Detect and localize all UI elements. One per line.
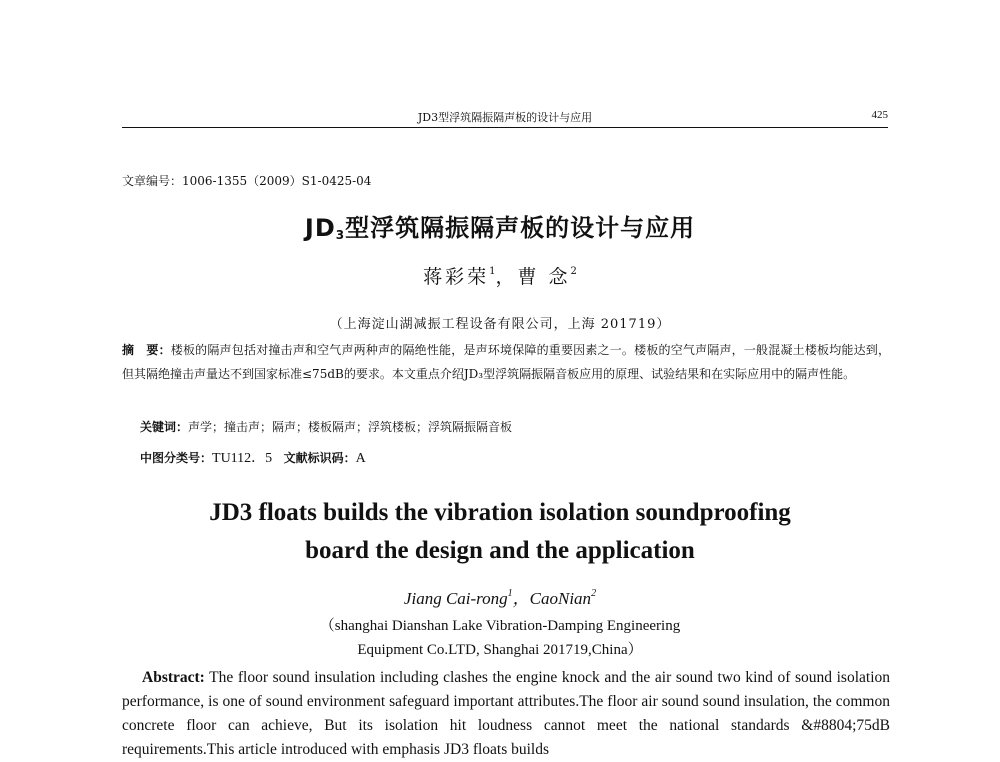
chinese-abstract-text: 楼板的隔声包括对撞击声和空气声两种声的隔绝性能，是声环境保障的重要因素之一。楼板的空气声隔声，一般混凝土楼板均能达到，但其隔绝撞击声量达不到国家标准≤75dB的要求。本文重点介绍JD₃型浮筑隔振隔音板应用的原理、试验结果和在实际应用中的隔声性能。 (122, 343, 890, 381)
english-affiliation-line-1: （shanghai Dianshan Lake Vibration-Damping Engineering (319, 618, 681, 634)
chinese-affiliation: （上海淀山湖减振工程设备有限公司，上海 201719） (329, 317, 671, 332)
chinese-authors (0, 262, 1000, 289)
english-affiliation (0, 614, 1000, 662)
english-title-line-1: JD3 floats builds the vibration isolation soundproofing (209, 499, 791, 526)
document-code-value: A (355, 451, 366, 466)
document-code-label: 文献标识码： (283, 451, 356, 465)
page-number: 425 (871, 109, 888, 121)
english-author-1-mark: 1 (507, 588, 513, 599)
english-title-line-2: board the design and the application (305, 537, 695, 564)
chinese-author-2-mark: 2 (570, 266, 577, 277)
classification-value: TU112．5 (212, 451, 273, 466)
english-authors (0, 584, 1000, 609)
running-title: JD3型浮筑隔振隔声板的设计与应用 (417, 111, 593, 124)
chinese-title-subscript: 3 (335, 228, 346, 242)
english-author-2: CaoNian (529, 589, 592, 608)
chinese-title-prefix: JD (304, 214, 336, 242)
chinese-abstract (122, 338, 890, 386)
chinese-keywords-label: 关键词： (140, 420, 189, 434)
running-head (122, 107, 888, 127)
english-abstract (122, 666, 890, 762)
chinese-title-rest: 型浮筑隔振隔声板的设计与应用 (345, 214, 696, 242)
chinese-author-2: 曹 念 (517, 266, 571, 288)
classification-label: 中图分类号： (140, 451, 213, 465)
chinese-abstract-label: 摘 要： (122, 343, 171, 357)
classification-line (140, 447, 366, 467)
english-abstract-text: The floor sound insulation including clashes the engine knock and the air sound two kind of sound isolation performance, is one of sound environment safeguard important attributes.The floor air sound sound insulation, the common concrete floor can achieve, But its isolation hit loudness cannot meet the national standards &#8804;75dB requirements.This article introduced with emphasis JD3 floats builds (122, 669, 890, 758)
english-affiliation-line-2: Equipment Co.LTD, Shanghai 201719,China） (357, 642, 643, 658)
chinese-title (0, 208, 1000, 243)
english-author-1: Jiang Cai-rong (403, 589, 508, 608)
english-author-separator: ， (512, 589, 530, 608)
english-title (0, 494, 1000, 570)
chinese-keywords (140, 418, 512, 435)
article-number: 文章编号：1006-1355（2009）S1-0425-04 (122, 174, 372, 188)
english-abstract-label: Abstract: (142, 669, 205, 686)
header-rule (122, 127, 888, 128)
chinese-keywords-text: 声学；撞击声；隔声；楼板隔声；浮筑楼板；浮筑隔振隔音板 (188, 420, 513, 434)
chinese-author-separator: ， (495, 266, 518, 288)
chinese-author-1-mark: 1 (489, 266, 496, 277)
chinese-author-1: 蒋彩荣 (423, 266, 490, 288)
english-author-2-mark: 2 (591, 588, 597, 599)
